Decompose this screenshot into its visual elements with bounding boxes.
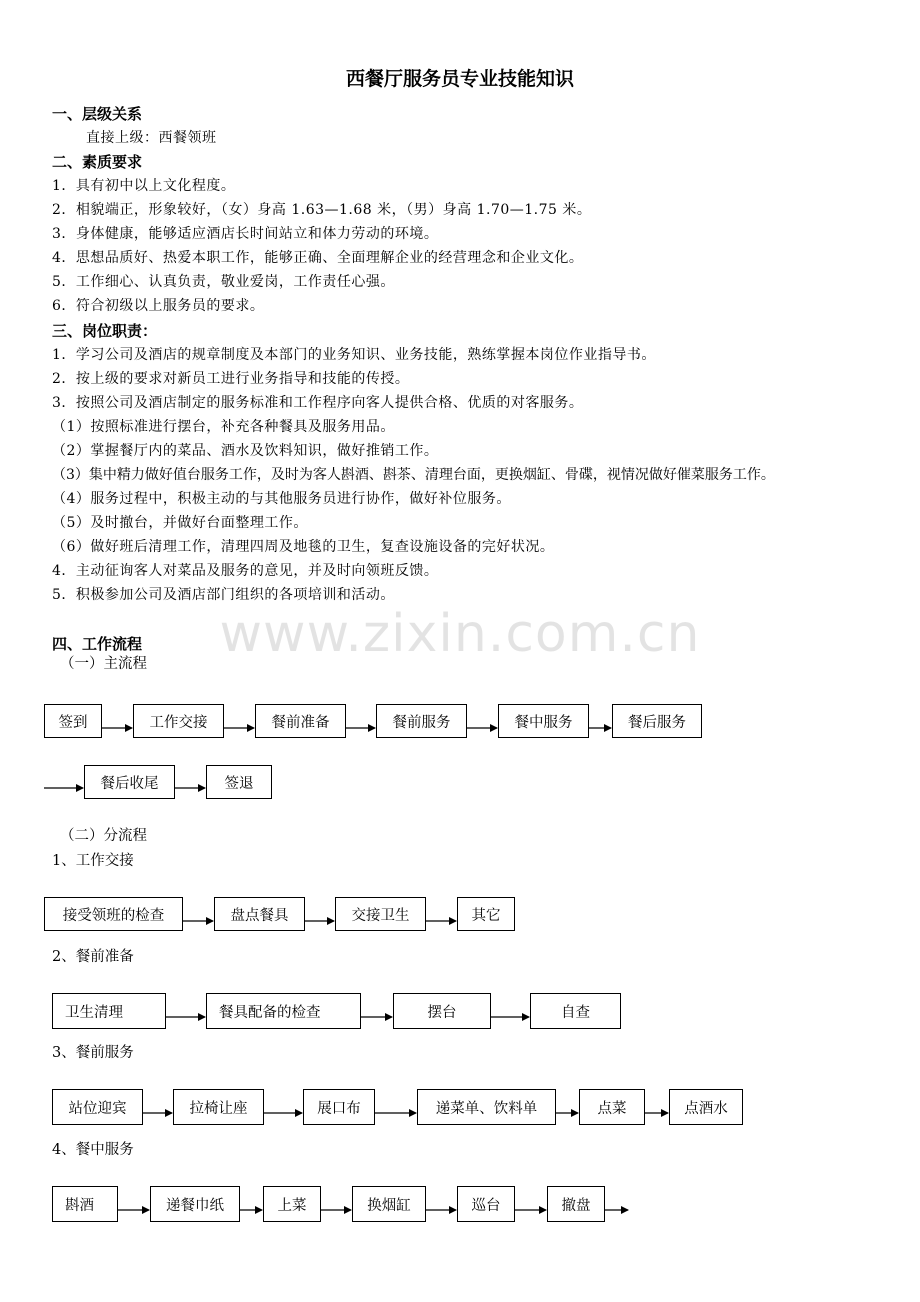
flow3-step: 点酒水 xyxy=(669,1089,743,1125)
flow4-step: 上菜 xyxy=(263,1186,321,1222)
flow-step-post-meal-service: 餐后服务 xyxy=(612,704,702,738)
flow3-step: 拉椅让座 xyxy=(173,1089,264,1125)
list-item: （6）做好班后清理工作，清理四周及地毯的卫生，复查设施设备的完好状况。 xyxy=(52,539,555,555)
flow-step-handover: 工作交接 xyxy=(133,704,224,738)
sub-flow-label: （二）分流程 xyxy=(60,828,147,844)
flow1-step: 盘点餐具 xyxy=(214,897,305,931)
flow1-step: 接受领班的检查 xyxy=(44,897,183,931)
section4-heading: 四、工作流程 xyxy=(52,635,143,653)
flow2-step: 卫生清理 xyxy=(52,993,166,1029)
section1-heading: 一、层级关系 xyxy=(52,105,143,123)
flow4-label: 4、餐中服务 xyxy=(52,1142,134,1158)
list-item: （3）集中精力做好值台服务工作，及时为客人斟酒、斟茶、清理台面，更换烟缸、骨碟，视情况做好催菜服务工作。 xyxy=(52,467,775,483)
list-item: 1．学习公司及酒店的规章制度及本部门的业务知识、业务技能，熟练掌握本岗位作业指导书。 xyxy=(52,347,656,363)
flow-step-meal-service: 餐中服务 xyxy=(498,704,589,738)
flow4-step: 换烟缸 xyxy=(352,1186,426,1222)
flow-step-pre-meal-prep: 餐前准备 xyxy=(255,704,346,738)
page-title: 西餐厅服务员专业技能知识 xyxy=(345,68,574,90)
flow3-step: 点菜 xyxy=(579,1089,645,1125)
list-item: 4．主动征询客人对菜品及服务的意见，并及时向领班反馈。 xyxy=(52,563,439,579)
flow1-step: 其它 xyxy=(457,897,515,931)
flow3-label: 3、餐前服务 xyxy=(52,1045,134,1061)
flow2-step: 自查 xyxy=(530,993,621,1029)
list-item: 2．相貌端正，形象较好，（女）身高 1.63—1.68 米，（男）身高 1.70—1.75 米。 xyxy=(52,202,592,218)
flow2-step: 餐具配备的检查 xyxy=(206,993,361,1029)
watermark: www.zixin.com.cn xyxy=(219,604,701,664)
flow3-step: 站位迎宾 xyxy=(52,1089,143,1125)
flow4-step: 斟酒 xyxy=(52,1186,118,1222)
flow3-step: 展口布 xyxy=(303,1089,375,1125)
section3-heading: 三、岗位职责： xyxy=(52,322,158,340)
flow3-step: 递菜单、饮料单 xyxy=(417,1089,556,1125)
list-item: 3．按照公司及酒店制定的服务标准和工作程序向客人提供合格、优质的对客服务。 xyxy=(52,395,584,411)
main-flow-label: （一）主流程 xyxy=(60,656,147,672)
list-item: 5．工作细心、认真负责，敬业爱岗，工作责任心强。 xyxy=(52,274,395,290)
list-item: 1．具有初中以上文化程度。 xyxy=(52,178,236,194)
flow4-step: 巡台 xyxy=(457,1186,515,1222)
flow-step-pre-meal-service: 餐前服务 xyxy=(376,704,467,738)
list-item: 6．符合初级以上服务员的要求。 xyxy=(52,298,265,314)
list-item: （5）及时撤台，并做好台面整理工作。 xyxy=(52,515,308,531)
flow-step-sign-in: 签到 xyxy=(44,704,102,738)
flow1-label: 1、工作交接 xyxy=(52,853,134,869)
flow2-step: 摆台 xyxy=(393,993,491,1029)
flow1-step: 交接卫生 xyxy=(335,897,426,931)
list-item: 3．身体健康，能够适应酒店长时间站立和体力劳动的环境。 xyxy=(52,226,439,242)
flow2-label: 2、餐前准备 xyxy=(52,949,134,965)
list-item: 5．积极参加公司及酒店部门组织的各项培训和活动。 xyxy=(52,587,395,603)
list-item: （2）掌握餐厅内的菜品、酒水及饮料知识，做好推销工作。 xyxy=(52,443,439,459)
flow4-step: 撤盘 xyxy=(547,1186,605,1222)
section2-heading: 二、素质要求 xyxy=(52,153,143,171)
list-item: （1）按照标准进行摆台，补充各种餐具及服务用品。 xyxy=(52,419,395,435)
flow4-step: 递餐巾纸 xyxy=(150,1186,240,1222)
list-item: 2．按上级的要求对新员工进行业务指导和技能的传授。 xyxy=(52,371,410,387)
list-item: 4．思想品质好、热爱本职工作，能够正确、全面理解企业的经营理念和企业文化。 xyxy=(52,250,584,266)
flow-step-post-meal-wrapup: 餐后收尾 xyxy=(84,765,175,799)
flow-step-sign-out: 签退 xyxy=(206,765,272,799)
section1-line: 直接上级：西餐领班 xyxy=(86,130,217,146)
list-item: （4）服务过程中，积极主动的与其他服务员进行协作，做好补位服务。 xyxy=(52,491,511,507)
